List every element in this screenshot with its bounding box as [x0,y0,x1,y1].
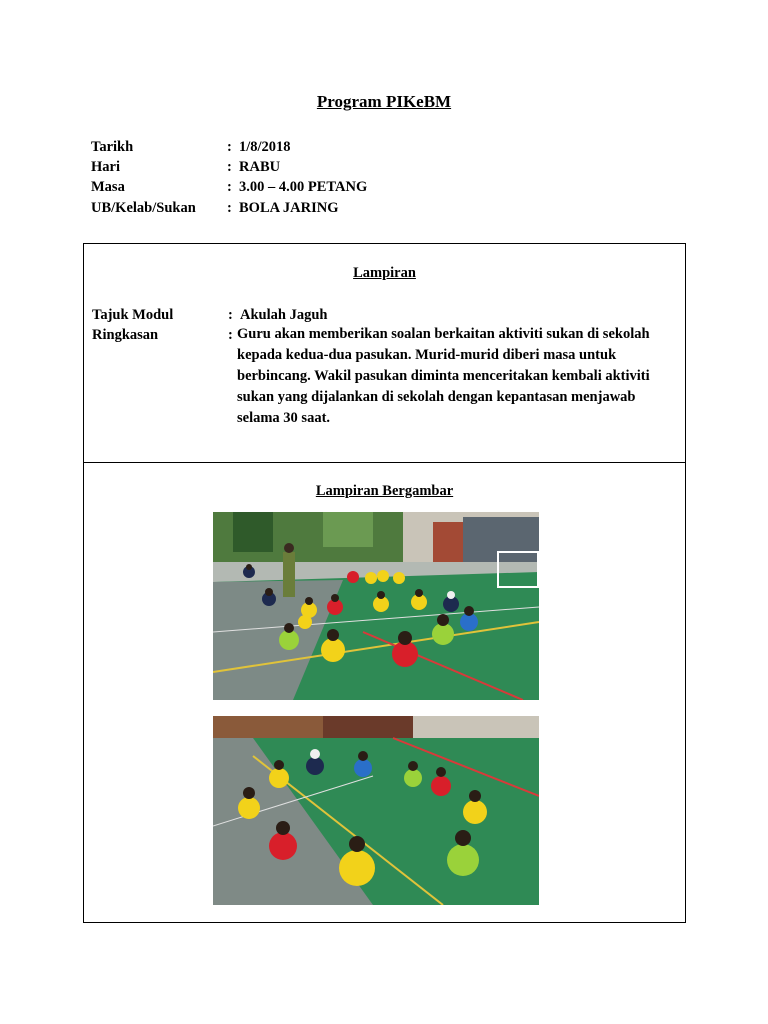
tajuk-label: Tajuk Modul [92,307,174,323]
ringkasan-label: Ringkasan [92,327,159,343]
field-value: RABU [239,159,281,175]
field-label: Hari [91,159,120,175]
field-label: Masa [91,179,125,195]
field-label: UB/Kelab/Sukan [91,200,196,216]
ringkasan-text [237,324,677,429]
photo-students-circle-1 [213,512,539,700]
photo-students-circle-2 [213,716,539,905]
ringkasan-line: berbincang. Wakil pasukan diminta menceritakan kembali aktiviti [237,368,650,384]
page-title: Program PIKeBM [316,92,452,111]
field-colon: : [227,159,232,175]
field-value: BOLA JARING [239,200,339,216]
tajuk-colon: : [228,307,233,323]
ringkasan-line: selama 30 saat. [237,410,331,426]
tajuk-value: Akulah Jaguh [240,307,328,323]
ringkasan-line: kepada kedua-dua pasukan. Murid-murid diberi masa untuk [237,347,617,363]
ringkasan-line: Guru akan memberikan soalan berkaitan aktiviti sukan di sekolah [237,326,650,342]
lampiran-heading: Lampiran [353,265,416,281]
ringkasan-colon: : [228,327,233,343]
field-colon: : [227,139,232,155]
field-colon: : [227,200,232,216]
field-colon: : [227,179,232,195]
lampiran-box [83,243,686,463]
ringkasan-line: sukan yang dijalankan di sekolah dengan kepantasan menjawab [237,389,636,405]
lampiran-bergambar-heading: Lampiran Bergambar [315,483,454,499]
field-value: 3.00 – 4.00 PETANG [239,179,368,195]
lampiran-bergambar-box [83,462,686,923]
field-label: Tarikh [91,139,134,155]
field-value: 1/8/2018 [239,139,291,155]
